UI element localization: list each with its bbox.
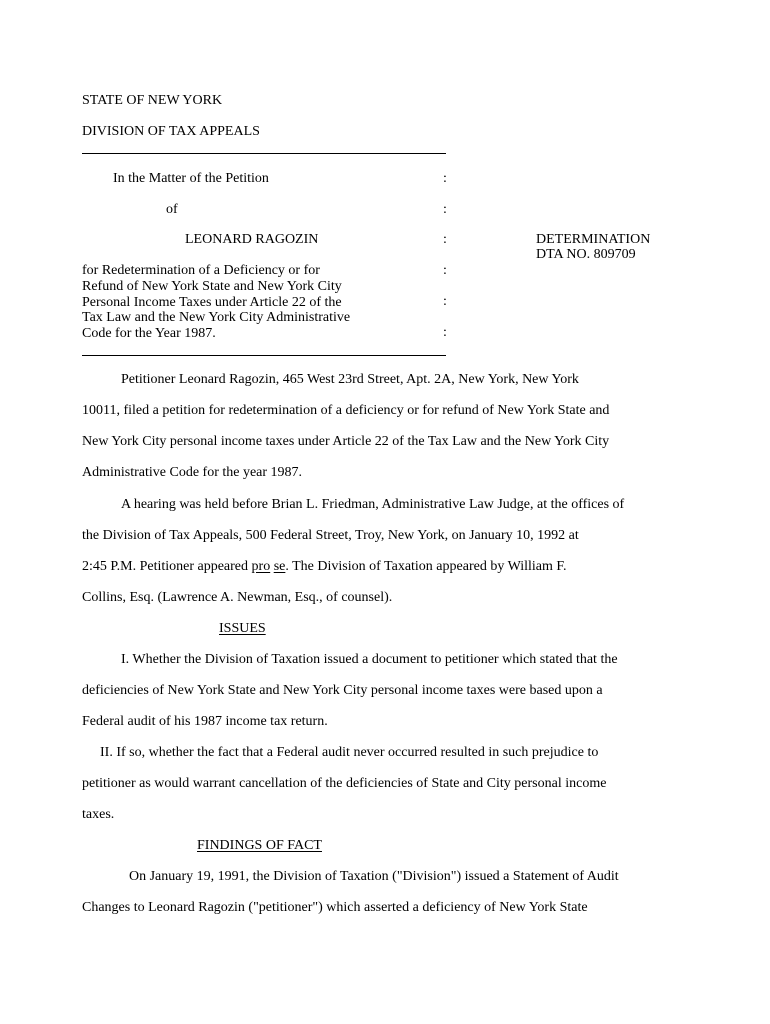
pro-underlined: pro: [251, 559, 271, 574]
body-text-line: A hearing was held before Brian L. Friedman, Administrative Law Judge, at the offices of: [121, 497, 625, 512]
body-text: . The Division of Taxation appeared by William F.: [285, 559, 567, 574]
caption-purpose: for Redetermination of a Deficiency or for Refund of New York State and New York City Personal Income Taxes under Article 22 of the Tax Law and the New York City Administrative Code for the Year 1987.: [82, 263, 351, 342]
issue-line: deficiencies of New York State and New York City personal income taxes were based upon a: [82, 683, 603, 698]
matter-line: In the Matter of the Petition: [113, 171, 269, 186]
caption-colon: :: [443, 294, 447, 309]
finding-line: Changes to Leonard Ragozin ("petitioner") which asserted a deficiency of New York State: [82, 900, 588, 915]
body-text-line: Administrative Code for the year 1987.: [82, 465, 303, 480]
caption-colon: :: [443, 232, 447, 247]
caption-colon: :: [443, 263, 447, 278]
body-text-line: [82, 559, 567, 575]
body-text-line: New York City personal income taxes under Article 22 of the Tax Law and the New York City: [82, 434, 610, 449]
se-underlined: se: [273, 559, 286, 574]
state-heading: STATE OF NEW YORK: [82, 93, 223, 108]
issue-line: II. If so, whether the fact that a Federal audit never occurred resulted in such prejudice to: [100, 745, 599, 760]
finding-line: On January 19, 1991, the Division of Taxation ("Division") issued a Statement of Audit: [129, 869, 619, 884]
caption-colon: :: [443, 202, 447, 217]
issues-heading: ISSUES: [219, 621, 266, 636]
caption-colon: :: [443, 325, 447, 340]
determination-label: DETERMINATION: [536, 232, 651, 247]
of-line: of: [166, 202, 178, 217]
body-text: 2:45 P.M. Petitioner appeared: [82, 559, 252, 574]
caption-colon: :: [443, 171, 447, 186]
issue-line: I. Whether the Division of Taxation issued a document to petitioner which stated that the: [121, 652, 618, 667]
body-text-line: 10011, filed a petition for redetermination of a deficiency or for refund of New York State and: [82, 403, 610, 418]
body-text-line: Collins, Esq. (Lawrence A. Newman, Esq., of counsel).: [82, 590, 393, 605]
division-heading: DIVISION OF TAX APPEALS: [82, 124, 260, 139]
dta-number: DTA NO. 809709: [536, 247, 636, 262]
caption-top-rule: [82, 153, 446, 154]
body-text-line: Petitioner Leonard Ragozin, 465 West 23rd Street, Apt. 2A, New York, New York: [121, 372, 579, 387]
caption-bottom-rule: [82, 355, 446, 356]
issue-line: Federal audit of his 1987 income tax return.: [82, 714, 328, 729]
petitioner-name: LEONARD RAGOZIN: [185, 232, 319, 247]
issue-line: petitioner as would warrant cancellation of the deficiencies of State and City personal income: [82, 776, 607, 791]
findings-heading: FINDINGS OF FACT: [197, 838, 322, 853]
body-text-line: the Division of Tax Appeals, 500 Federal Street, Troy, New York, on January 10, 1992 at: [82, 528, 579, 543]
issue-line: taxes.: [82, 807, 115, 822]
